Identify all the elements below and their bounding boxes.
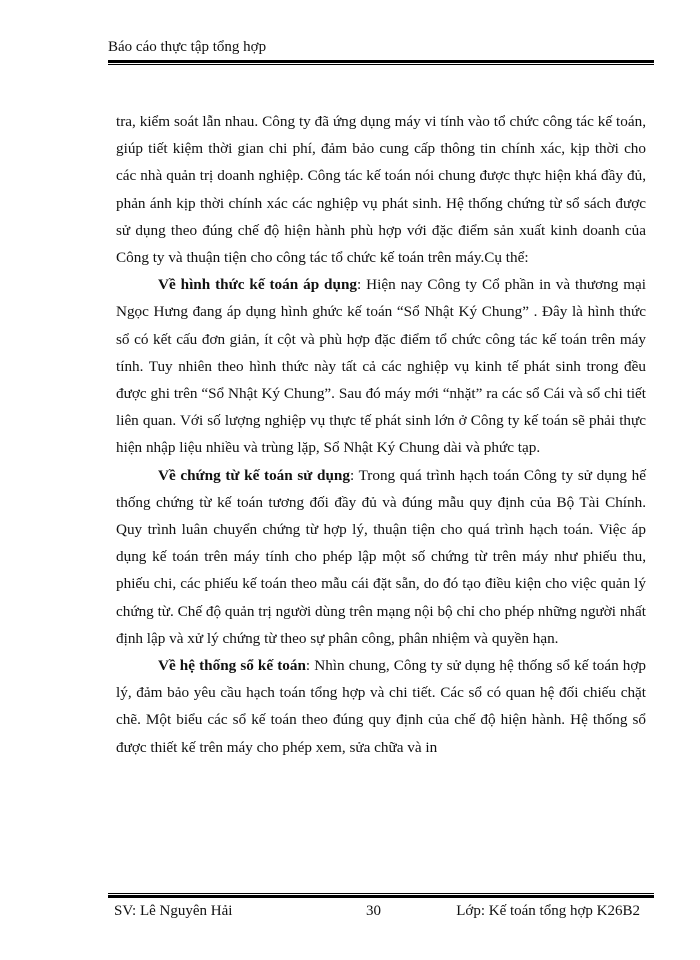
paragraph-accounting-form: [116, 271, 646, 461]
page-footer: [108, 893, 654, 925]
page-header: [108, 38, 654, 65]
header-title: Báo cáo thực tập tổng hợp: [108, 39, 267, 55]
paragraph-ledger-system: [116, 652, 646, 761]
paragraph-text: : Trong quá trình hạch toán Công ty sử dụng hế thống chứng từ kế toán tương đối đầy đủ và đúng mẫu quy định của Bộ Tài Chính. Quy trình luân chuyển chứng từ hợp lý, thuận tiện cho quá trình hạch toán. Việc áp dụng kế toán trên máy tính cho phép lập một số chứng từ trên máy như phiếu thu, phiếu chi, các phiếu kế toán theo mẫu cái đặt sẵn, do đó tạo điều kiện cho việc quản lý chứng từ. Chế độ quản trị người dùng trên mạng nội bộ chỉ cho phép những người nhất định lập và xử lý chứng từ theo sự phân công, phân nhiệm và quyền hạn.: [116, 466, 646, 647]
paragraph-intro: [116, 108, 646, 271]
paragraph-text: : Nhìn chung, Công ty sử dụng hệ thống sổ kế toán hợp lý, đảm bảo yêu cầu hạch toán tổng hợp và chi tiết. Các sổ có quan hệ đối chiếu chặt chẽ. Một biểu các sổ kế toán theo đúng quy định của chế độ hiện hành. Hệ thống sổ được thiết kế trên máy cho phép xem, sửa chữa và in: [116, 657, 646, 756]
footer-row: [108, 903, 654, 925]
paragraph-text: : Hiện nay Công ty Cổ phần in và thương mại Ngọc Hưng đang áp dụng hình ghức kế toán “Sổ Nhật Ký Chung” . Đây là hình thức sổ có kết cấu đơn giản, ít cột và phù hợp đặc điểm tổ chức công tác kế toán trên máy tính. Tuy nhiên theo hình thức này tất cả các nghiệp vụ kinh tế phát sinh trong đều được ghi trên “Sổ Nhật Ký Chung”. Sau đó máy mới “nhặt” ra các sổ Cái và sổ chi tiết liên quan. Với số lượng nghiệp vụ thực tế phát sinh lớn ở Công ty kế toán sẽ phải thực hiện nhập liệu nhiều và trùng lặp, Sổ Nhật Ký Chung dài và phức tạp.: [116, 276, 647, 457]
footer-class: Lớp: Kế toán tổng hợp K26B2: [456, 903, 640, 919]
footer-divider: [108, 893, 654, 898]
header-divider: [108, 60, 654, 65]
paragraph-heading: Về chứng từ kế toán sử dụng: [158, 466, 350, 484]
paragraph-heading: Về hệ thống sổ kế toán: [158, 657, 306, 675]
body-text: [116, 108, 646, 761]
paragraph-vouchers: [116, 462, 646, 652]
page-number: 30: [366, 903, 381, 919]
paragraph-text: tra, kiểm soát lẫn nhau. Công ty đã ứng dụng máy vi tính vào tổ chức công tác kế toán, giúp tiết kiệm thời gian chi phí, đảm bảo cung cấp thông tin chính xác, kịp thời cho các nhà quản trị doanh nghiệp. Công tác kế toán nói chung được thực hiện khá đầy đủ, phản ánh kịp thời chính xác các nghiệp vụ phát sinh. Hệ thống chứng từ sổ sách được sử dụng theo đúng chế độ hiện hành phù hợp với đặc điểm sản xuất kinh doanh của Công ty và thuận tiện cho công tác tổ chức kế toán trên máy.Cụ thể:: [116, 113, 646, 267]
footer-student: SV: Lê Nguyên Hải: [114, 903, 233, 919]
paragraph-heading: Về hình thức kế toán áp dụng: [158, 276, 357, 294]
